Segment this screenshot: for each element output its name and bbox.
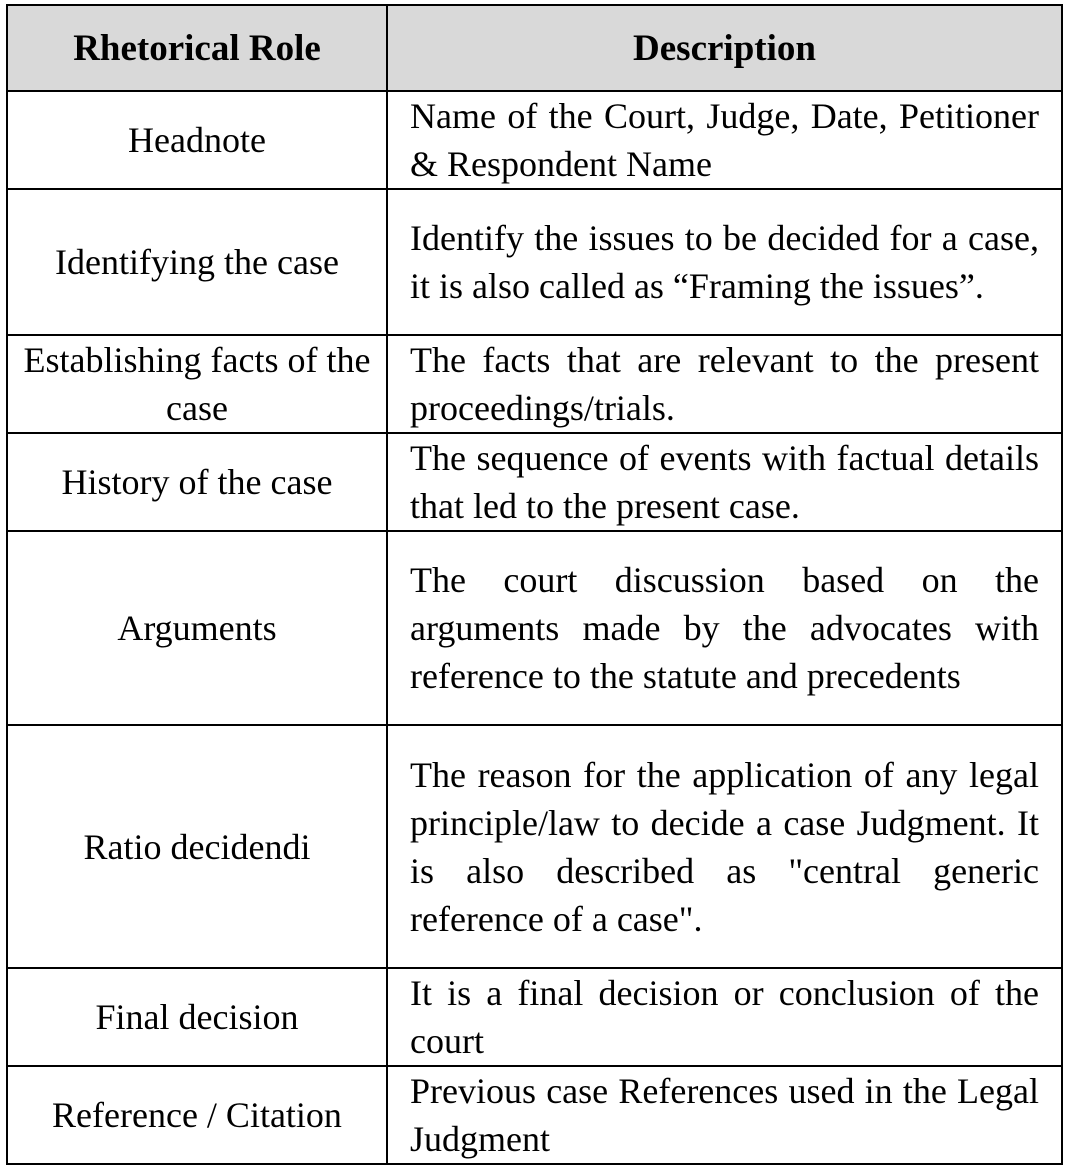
description-cell: It is a final decision or conclusion of the court (387, 968, 1062, 1066)
description-cell: Identify the issues to be decided for a case, it is also called as “Framing the issues”. (387, 189, 1062, 335)
description-cell: The reason for the application of any legal principle/law to decide a case Judgment. It is also described as "central generic reference of a case". (387, 725, 1062, 968)
description-cell: The facts that are relevant to the present proceedings/trials. (387, 335, 1062, 433)
rhetorical-roles-table (6, 4, 1063, 1165)
role-cell: Ratio decidendi (7, 725, 387, 968)
table-row (7, 91, 1062, 189)
table-header-row (7, 5, 1062, 91)
role-cell: Identifying the case (7, 189, 387, 335)
header-description: Description (387, 5, 1062, 91)
role-cell: History of the case (7, 433, 387, 531)
role-cell: Establishing facts of the case (7, 335, 387, 433)
role-cell: Arguments (7, 531, 387, 725)
table-row (7, 1066, 1062, 1164)
description-cell: The sequence of events with factual details that led to the present case. (387, 433, 1062, 531)
table-row (7, 531, 1062, 725)
table-row (7, 725, 1062, 968)
table-row (7, 433, 1062, 531)
description-cell: The court discussion based on the arguments made by the advocates with reference to the statute and precedents (387, 531, 1062, 725)
description-cell: Name of the Court, Judge, Date, Petitioner & Respondent Name (387, 91, 1062, 189)
description-cell: Previous case References used in the Legal Judgment (387, 1066, 1062, 1164)
table-row (7, 335, 1062, 433)
rhetorical-roles-table-container (6, 4, 1063, 1165)
table-row (7, 189, 1062, 335)
role-cell: Final decision (7, 968, 387, 1066)
role-cell: Reference / Citation (7, 1066, 387, 1164)
header-rhetorical-role: Rhetorical Role (7, 5, 387, 91)
role-cell: Headnote (7, 91, 387, 189)
table-row (7, 968, 1062, 1066)
